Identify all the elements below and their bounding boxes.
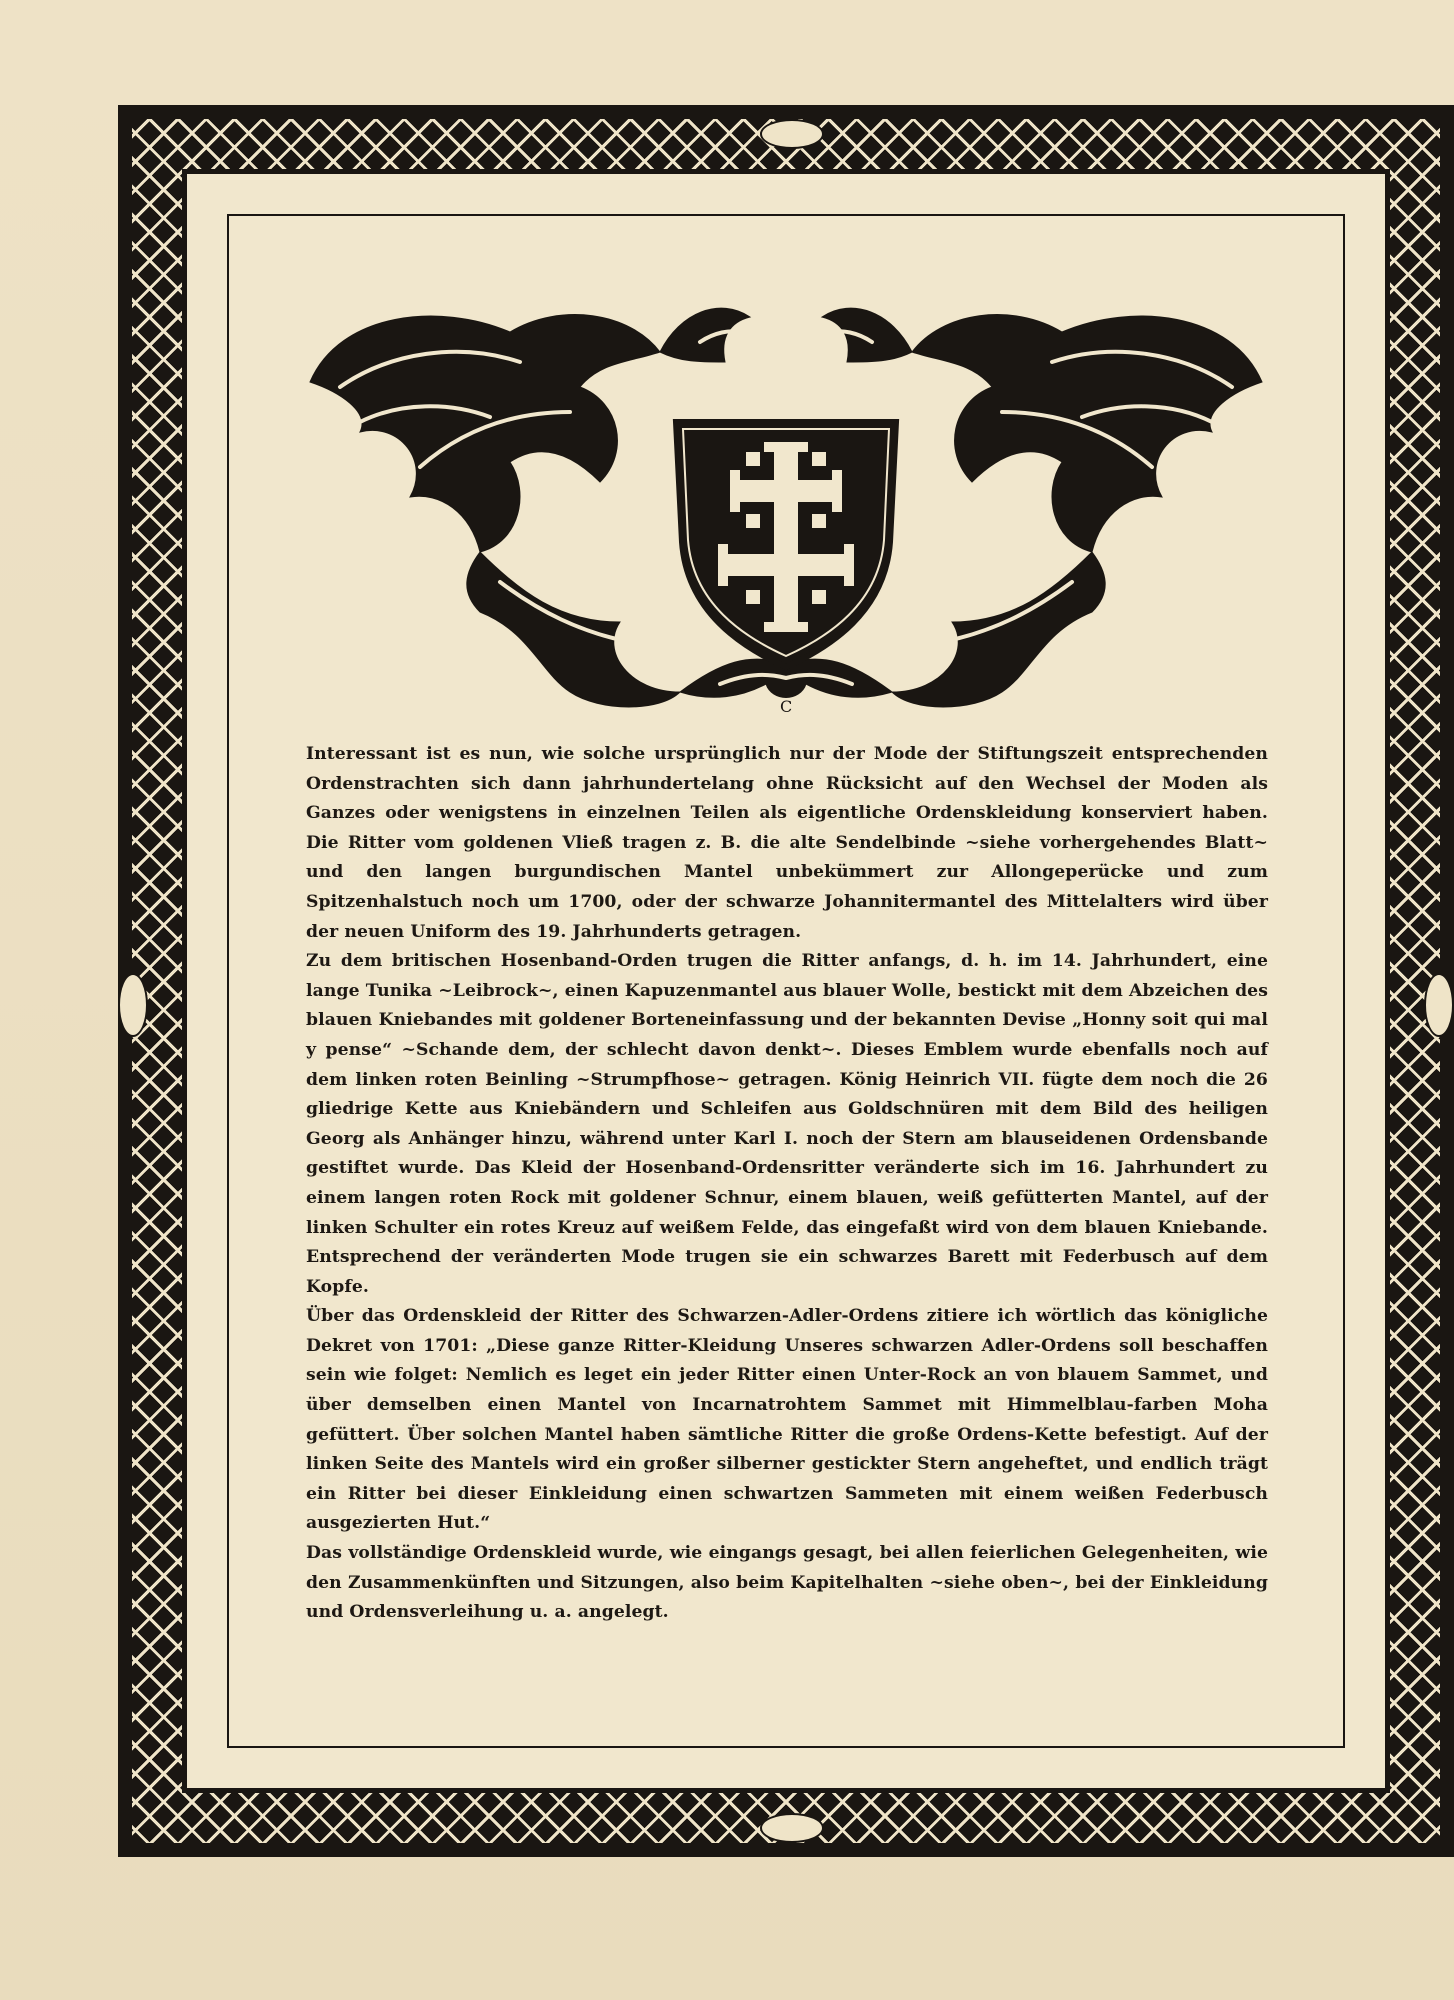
top-band-ornament xyxy=(760,119,824,149)
paragraph-1: Interessant ist es nun, wie solche ursprünglich nur der Mode der Stiftungszeit entsprechenden Ordenstrachten sich dann jahrhundertelang ohne Rücksicht auf den Wechsel der Moden als Ganzes oder wenigstens in einzelnen Teilen als eigentliche Ordenskleidung konserviert haben. Die Ritter vom goldenen Vließ tragen z. B. die alte Sendelbinde ~siehe vorhergehendes Blatt~ und den langen burgundischen Mantel unbekümmert zur Allongeperücke und zum Spitzenhalstuch noch um 1700, oder der schwarze Johannitermantel des Mittelalters wird über der neuen Uniform des 19. Jahrhunderts getragen. xyxy=(306,744,1268,942)
bottom-band-ornament xyxy=(760,1813,824,1843)
article-body xyxy=(306,740,1268,1628)
paragraph-3: Über das Ordenskleid der Ritter des Schwarzen-Adler-Ordens zitiere ich wörtlich das königliche Dekret von 1701: „Diese ganze Ritter-Kleidung Unseres schwarzen Adler-Ordens soll beschaffen sein wie folget: Nemlich es leget ein jeder Ritter einen Unter-Rock an von blauem Sammet, und über demselben einen Mantel von Incarnatrohtem Sammet mit Himmelblau-farben Moha gefüttert. Über solchen Mantel haben sämtliche Ritter die große Ordens-Kette befestigt. Auf der linken Seite des Mantels wird ein großer silberner gestickter Stern angeheftet, und endlich trägt ein Ritter bei dieser Einkleidung einen schwartzen Sammeten mit einem weißen Federbusch ausgezierten Hut.“ xyxy=(306,1306,1268,1534)
right-band-ornament xyxy=(1424,973,1454,1037)
left-band-ornament xyxy=(118,973,148,1037)
monogram: C xyxy=(780,697,793,716)
paragraph-4: Das vollständige Ordenskleid wurde, wie eingangs gesagt, bei allen feierlichen Gelegenheiten, wie den Zusammenkünften und Sitzungen, also beim Kapitelhalten ~siehe oben~, bei der Einkleidung und Ordensverleihung u. a. angelegt. xyxy=(306,1543,1268,1623)
paragraph-2: Zu dem britischen Hosenband-Orden trugen die Ritter anfangs, d. h. im 14. Jahrhundert, eine lange Tunika ~Leibrock~, einen Kapuzenmantel aus blauer Wolle, bestickt mit dem Abzeichen des blauen Kniebandes mit goldener Borteneinfassung und der bekannten Devise „Honny soit qui mal y pense“ ~Schande dem, der schlecht davon denkt~. Dieses Emblem wurde ebenfalls noch auf dem linken roten Beinling ~Strumpfhose~ getragen. König Heinrich VII. fügte dem noch die 26 gliedrige Kette aus Kniebändern und Schleifen aus Goldschnüren mit dem Bild des heiligen Georg als Anhänger hinzu, während unter Karl I. noch der Stern am blauseidenen Ordensbande gestiftet wurde. Das Kleid der Hosenband-Ordensritter veränderte sich im 16. Jahrhundert zu einem langen roten Rock mit goldener Schnur, einem blauen, weiß gefütterten Mantel, auf der linken Schulter ein rotes Kreuz auf weißem Felde, das eingefaßt wird von dem blauen Kniebande. Entsprechend der veränderten Mode trugen sie ein schwarzes Barett mit Federbusch auf dem Kopfe. xyxy=(306,951,1268,1297)
coat-of-arms-emblem xyxy=(300,292,1272,724)
